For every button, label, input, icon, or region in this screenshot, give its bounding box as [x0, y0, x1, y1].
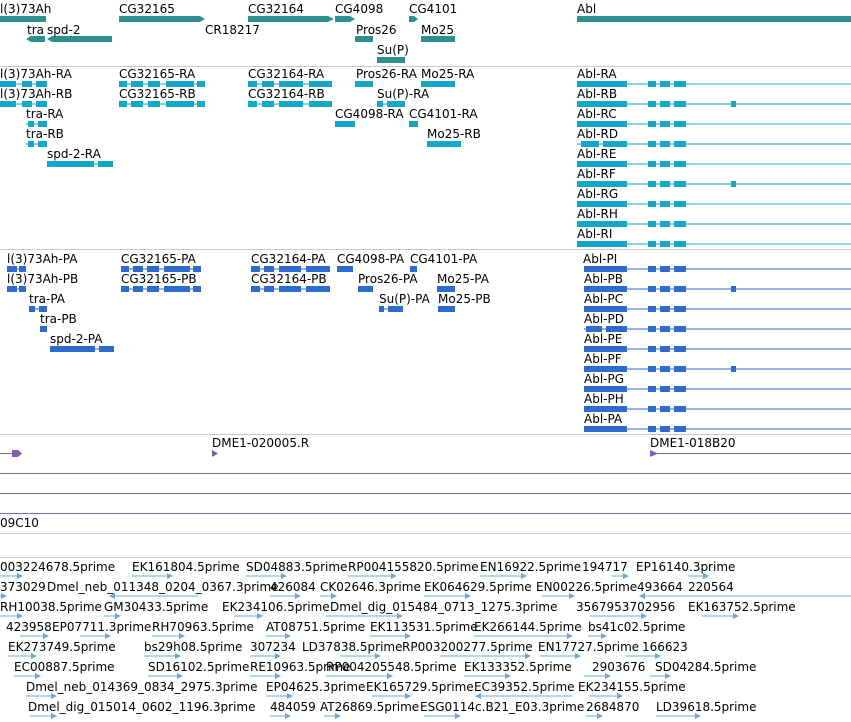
est-label[interactable]: EN00226.5prime [536, 580, 638, 594]
transcript-label[interactable]: Abl-RG [577, 187, 619, 201]
transcript-feature-abl-rh[interactable] [577, 221, 851, 227]
protein-label[interactable]: CG32164-PB [251, 272, 327, 286]
est-label[interactable]: 220564 [688, 580, 734, 594]
clone-feature-dme1-020005[interactable] [212, 450, 218, 457]
est-label[interactable]: EK234155.5prime [578, 680, 686, 694]
transcript-label[interactable]: Abl-RA [577, 67, 617, 81]
transcript-feature-spd-2-ra[interactable] [47, 161, 113, 167]
transcript-label[interactable]: tra-RB [26, 127, 64, 141]
transcript-label[interactable]: CG32165-RB [119, 87, 196, 101]
protein-feature-abl-pb[interactable] [584, 286, 851, 292]
est-label[interactable]: RP004155820.5prime [348, 560, 479, 574]
gene-feature-abl[interactable] [577, 16, 851, 22]
protein-feature-abl-pf[interactable] [584, 366, 851, 372]
protein-feature-cg32164-pb[interactable] [251, 286, 330, 292]
est-label[interactable]: 426084 [270, 580, 316, 594]
transcript-label[interactable]: l(3)73Ah-RA [0, 67, 72, 81]
transcript-label[interactable]: Abl-RC [577, 107, 617, 121]
gene-track [0, 2, 851, 63]
protein-feature-mo25-pb[interactable] [438, 306, 455, 312]
est-label[interactable]: 166623 [642, 640, 688, 654]
est-label[interactable]: SD04284.5prime [655, 660, 757, 674]
protein-label[interactable]: tra-PB [40, 312, 77, 326]
gene-label[interactable]: Su(P) [377, 43, 409, 57]
protein-label[interactable]: l(3)73Ah-PB [7, 272, 79, 286]
est-label[interactable]: 373029 [0, 580, 46, 594]
protein-feature-cg32165-pb[interactable] [121, 286, 201, 292]
protein-label[interactable]: l(3)73Ah-PA [7, 252, 78, 266]
protein-feature-abl-pc[interactable] [584, 306, 851, 312]
protein-feature-abl-pi[interactable] [584, 266, 851, 272]
clone-label[interactable]: DME1-020005.R [212, 436, 310, 450]
transcript-label[interactable]: CG32164-RA [248, 67, 325, 81]
est-label[interactable]: LD39618.5prime [656, 700, 757, 714]
protein-label[interactable]: Abl-PC [584, 292, 624, 306]
est-label[interactable]: EK163752.5prime [688, 600, 796, 614]
protein-feature-abl-pg[interactable] [584, 386, 851, 392]
transcript-label[interactable]: Abl-RE [577, 147, 617, 161]
transcript-feature-abl-rg[interactable] [577, 201, 851, 207]
transcript-label[interactable]: CG32164-RB [248, 87, 325, 101]
transcript-feature-cg32164-rb[interactable] [248, 101, 332, 107]
protein-feature-pros26-pa[interactable] [358, 286, 373, 292]
gene-label[interactable]: CG4101 [409, 2, 458, 16]
gene-label[interactable]: CG4098 [335, 2, 384, 16]
protein-label[interactable]: tra-PA [29, 292, 65, 306]
transcript-label[interactable]: Su(P)-RA [377, 87, 430, 101]
gene-feature-cg32164[interactable] [248, 16, 334, 22]
protein-label[interactable]: Abl-PF [584, 352, 622, 366]
est-label[interactable]: EK234106.5prime [222, 600, 330, 614]
est-label[interactable]: EK165729.5prime [366, 680, 474, 694]
protein-feature-cg4098-pa[interactable] [337, 266, 353, 272]
gene-label[interactable]: Abl [577, 2, 597, 16]
gene-feature-cg4098[interactable] [335, 16, 355, 22]
transcript-feature-tra-rb[interactable] [26, 141, 47, 147]
protein-label[interactable]: Mo25-PA [437, 272, 489, 286]
est-label[interactable]: Dmel_neb_011348_0204_0367.3prime [47, 580, 279, 594]
protein-feature-l3-73ah-pb[interactable] [7, 286, 26, 292]
protein-label[interactable]: Abl-PA [584, 412, 623, 426]
protein-label[interactable]: Abl-PD [584, 312, 624, 326]
est-label[interactable]: bs41c02.5prime [588, 620, 686, 634]
transcript-feature-abl-re[interactable] [577, 161, 851, 167]
transcript-label[interactable]: Pros26-RA [356, 67, 417, 81]
protein-label[interactable]: Abl-PH [584, 392, 624, 406]
est-track [0, 560, 851, 716]
transcript-feature-pros26-ra[interactable] [355, 81, 373, 87]
est-label[interactable]: GM30433.5prime [104, 600, 209, 614]
est-label[interactable]: RP003200277.5prime [402, 640, 533, 654]
protein-label[interactable]: Abl-PB [584, 272, 623, 286]
est-label[interactable]: EK161804.5prime [132, 560, 240, 574]
clone-track [0, 436, 851, 530]
gene-feature-cg32165[interactable] [119, 16, 205, 22]
est-label[interactable]: Dmel_dig_015484_0713_1275.3prime [330, 600, 558, 614]
protein-feature-abl-pd[interactable] [584, 326, 851, 332]
transcript-label[interactable]: Abl-RI [577, 227, 613, 241]
est-label[interactable]: Dmel_dig_015014_0602_1196.3prime [28, 700, 256, 714]
transcript-label[interactable]: Abl-RH [577, 207, 618, 221]
est-label[interactable]: 194717 [582, 560, 628, 574]
transcript-label[interactable]: Mo25-RB [427, 127, 481, 141]
est-label[interactable]: ESG0114c.B21_E03.3prime [420, 700, 585, 714]
protein-label[interactable]: Abl-PI [583, 252, 618, 266]
gene-label[interactable]: l(3)73Ah [0, 2, 52, 16]
protein-feature-su-p-pa[interactable] [379, 306, 403, 312]
transcript-label[interactable]: CG4098-RA [335, 107, 404, 121]
protein-label[interactable]: CG4098-PA [337, 252, 405, 266]
transcript-label[interactable]: CG4101-RA [409, 107, 478, 121]
transcript-track [0, 67, 851, 247]
est-label[interactable]: LD37838.5prime [302, 640, 403, 654]
est-label[interactable]: bs29h08.5prime [144, 640, 243, 654]
protein-feature-abl-pe[interactable] [584, 346, 851, 352]
transcript-feature-abl-rc[interactable] [577, 121, 851, 127]
protein-track [7, 252, 851, 432]
gene-label[interactable]: Pros26 [356, 23, 397, 37]
gene-label[interactable]: Mo25 [421, 23, 454, 37]
est-label[interactable]: EP16140.3prime [636, 560, 736, 574]
protein-label[interactable]: CG32165-PA [121, 252, 196, 266]
protein-label[interactable]: CG4101-PA [410, 252, 478, 266]
est-label[interactable]: AT26869.5prime [320, 700, 420, 714]
transcript-label[interactable]: l(3)73Ah-RB [0, 87, 73, 101]
clone-label[interactable]: 09C10 [0, 516, 39, 530]
est-label[interactable]: EP07711.3prime [52, 620, 152, 634]
est-label[interactable]: EK113531.5prime [370, 620, 478, 634]
est-label[interactable]: EN16922.5prime [480, 560, 582, 574]
est-label[interactable]: EC39352.5prime [474, 680, 575, 694]
gene-feature-su-p[interactable] [377, 57, 405, 63]
protein-label[interactable]: CG32164-PA [251, 252, 326, 266]
transcript-feature-cg4098-ra[interactable] [335, 121, 355, 127]
protein-feature-spd-2-pa[interactable] [50, 346, 114, 352]
gene-label[interactable]: CG32164 [248, 2, 304, 16]
clone-label[interactable]: DME1-018B20 [650, 436, 736, 450]
est-label[interactable]: 003224678.5prime [0, 560, 116, 574]
est-label[interactable]: EN17727.5prime [538, 640, 640, 654]
transcript-label[interactable]: Abl-RD [577, 127, 619, 141]
est-label[interactable]: SD16102.5prime [148, 660, 250, 674]
est-label[interactable]: 307234 [250, 640, 296, 654]
est-label[interactable]: EC00887.5prime [14, 660, 115, 674]
est-label[interactable]: EK133352.5prime [464, 660, 572, 674]
gene-label[interactable]: CG32165 [119, 2, 175, 16]
gene-feature-cg4101[interactable] [409, 16, 418, 22]
protein-feature-abl-pa[interactable] [584, 426, 851, 432]
est-label[interactable]: RE10963.5prime [250, 660, 351, 674]
protein-feature-abl-ph[interactable] [584, 406, 851, 412]
est-label[interactable]: RP004205548.5prime [326, 660, 457, 674]
transcript-label[interactable]: CG32165-RA [119, 67, 196, 81]
protein-label[interactable]: Abl-PE [584, 332, 623, 346]
clone-feature-left[interactable] [0, 450, 22, 457]
est-label[interactable]: EK064629.5prime [424, 580, 532, 594]
gene-label[interactable]: tra [27, 23, 44, 37]
est-label[interactable]: CK02646.3prime [320, 580, 421, 594]
est-label[interactable]: 484059 [270, 700, 316, 714]
transcript-feature-cg4101-ra[interactable] [409, 121, 418, 127]
transcript-feature-abl-ra[interactable] [577, 81, 851, 87]
gene-label[interactable]: CR18217 [205, 23, 260, 37]
est-label[interactable]: EK273749.5prime [8, 640, 116, 654]
transcript-feature-abl-rb[interactable] [577, 101, 851, 107]
protein-label[interactable]: CG32165-PB [121, 272, 197, 286]
gene-label[interactable]: spd-2 [47, 23, 81, 37]
est-label[interactable]: EP04625.3prime [266, 680, 366, 694]
est-label[interactable]: EK266144.5prime [474, 620, 582, 634]
clone-feature-dme1-018b20[interactable] [650, 450, 851, 457]
transcript-feature-mo25-rb[interactable] [427, 141, 461, 147]
transcript-label[interactable]: spd-2-RA [47, 147, 101, 161]
transcript-label[interactable]: Abl-RB [577, 87, 618, 101]
protein-feature-tra-pb[interactable] [40, 326, 47, 332]
protein-label[interactable]: spd-2-PA [50, 332, 103, 346]
protein-label[interactable]: Abl-PG [584, 372, 625, 386]
est-label[interactable]: RH70963.5prime [152, 620, 254, 634]
protein-label[interactable]: Su(P)-PA [379, 292, 430, 306]
transcript-label[interactable]: Mo25-RA [421, 67, 475, 81]
protein-label[interactable]: Mo25-PB [438, 292, 491, 306]
transcript-feature-abl-rd[interactable] [577, 141, 851, 147]
transcript-label[interactable]: Abl-RF [577, 167, 616, 181]
est-label[interactable]: 2684870 [586, 700, 640, 714]
est-label[interactable]: 493664 [637, 580, 683, 594]
transcript-feature-abl-ri[interactable] [577, 241, 851, 247]
est-label[interactable]: RH10038.5prime [0, 600, 102, 614]
transcript-label[interactable]: tra-RA [26, 107, 64, 121]
est-label[interactable]: Dmel_neb_014369_0834_2975.3prime [26, 680, 258, 694]
est-label[interactable]: 3567953702956 [576, 600, 676, 614]
protein-label[interactable]: Pros26-PA [358, 272, 418, 286]
est-label[interactable]: AT08751.5prime [266, 620, 366, 634]
gene-feature-l3-73ah[interactable] [0, 16, 46, 22]
est-label[interactable]: 423958 [6, 620, 52, 634]
est-label[interactable]: 2903676 [592, 660, 646, 674]
est-label[interactable]: SD04883.5prime [246, 560, 348, 574]
transcript-feature-cg32165-rb[interactable] [119, 101, 205, 107]
